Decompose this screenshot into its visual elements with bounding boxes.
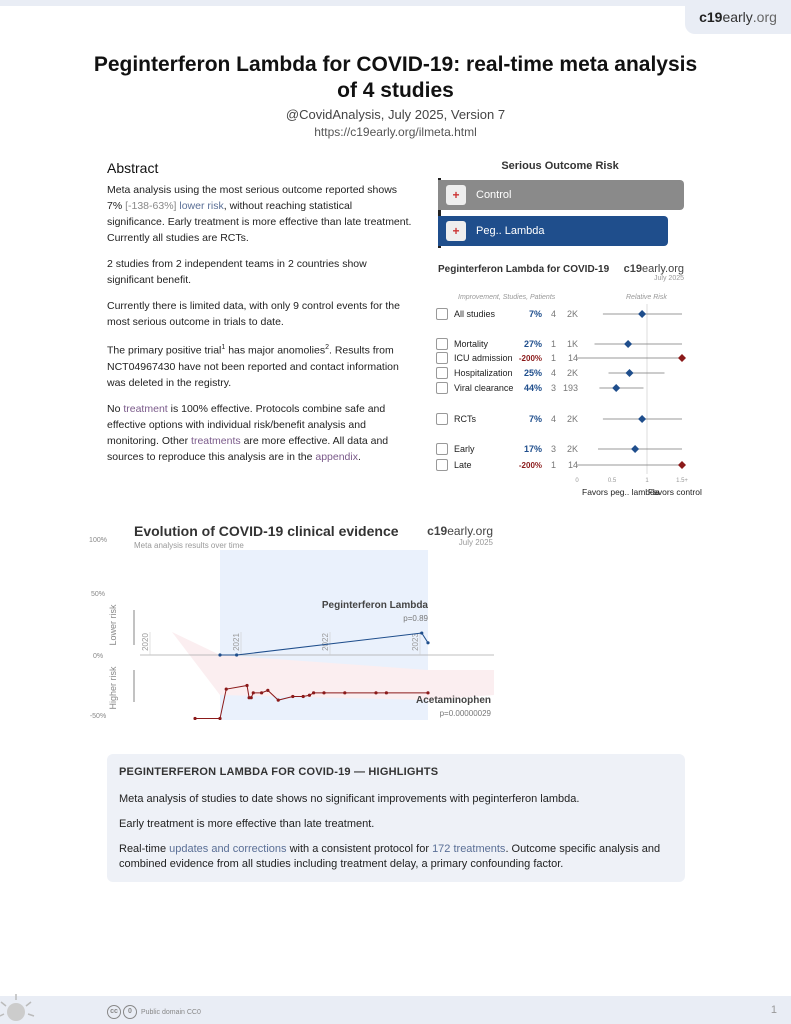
brand-logo[interactable]: c19 early .org <box>685 0 791 34</box>
row-patients: 14 <box>567 353 578 363</box>
ref-point <box>302 695 305 698</box>
evolution-chart <box>0 520 520 750</box>
highlights-p1: Meta analysis of studies to date shows no significant improvements with peginterferon lambda. <box>119 793 580 805</box>
abstract-body <box>107 182 412 475</box>
y-label: 0% <box>92 653 104 660</box>
axis-tick: 1.5+ <box>676 478 688 484</box>
row-name: Mortality <box>454 339 489 349</box>
row-name: Late <box>454 460 472 470</box>
effect-marker <box>624 340 632 348</box>
row-patients: 2K <box>566 444 578 454</box>
lower-risk-link[interactable]: lower risk <box>176 200 224 212</box>
row-studies: 4 <box>550 368 556 378</box>
updates-link[interactable]: updates and corrections <box>169 843 287 855</box>
effect-marker <box>638 310 646 318</box>
year-label: 2020 <box>141 633 150 651</box>
ref-point <box>322 691 325 694</box>
ref-point <box>374 691 377 694</box>
drug-point <box>235 653 238 656</box>
ref-point <box>252 691 255 694</box>
ref-point <box>193 717 196 720</box>
row-improvement: 7% <box>528 414 542 424</box>
abstract-p4: The primary positive trial$^1$ has major anomolies$^2$. Results from NCT04967430 have not been reported and contact information was deleted in the registry. <box>107 344 399 389</box>
ref-point <box>260 691 263 694</box>
row-studies: 3 <box>550 444 556 454</box>
row-studies: 1 <box>550 339 556 349</box>
treatment-risk-bar: + Peg.. Lambda <box>438 216 668 246</box>
ref-point <box>343 691 346 694</box>
license-badge[interactable]: cc 0 Public domain CC0 <box>107 1005 201 1019</box>
drug-label: Peginterferon Lambda <box>321 600 428 611</box>
highlights-p2: Early treatment is more effective than late treatment. <box>119 818 375 830</box>
top-bar <box>0 0 791 6</box>
higher-risk-label: Higher risk <box>108 666 118 710</box>
axis-tick: 0.5 <box>607 478 617 484</box>
row-improvement: -200% <box>518 353 542 363</box>
y-label: -50% <box>89 713 107 720</box>
highlights-p3: Real-time updates and corrections with a consistent protocol for 172 treatments. Outcome specific analysis and combined evidence from all studies including treatment delay, a primary confounding factor. <box>119 843 661 870</box>
abstract-p3: Currently there is limited data, with only 9 control events for the most serious outcome in trials to date. <box>107 300 400 328</box>
hospital-icon: + <box>446 221 466 241</box>
row-patients: 2K <box>566 368 578 378</box>
ref-point <box>266 689 269 692</box>
row-improvement: 7% <box>528 309 542 319</box>
row-name: Viral clearance <box>454 383 514 393</box>
ref-p-value: p=0.00000029 <box>439 709 491 718</box>
effect-marker <box>638 415 646 423</box>
effect-marker <box>612 384 620 392</box>
ref-point <box>308 694 311 697</box>
row-patients: 193 <box>562 383 578 393</box>
axis-tick: 1 <box>645 478 649 484</box>
year-label: 2021 <box>232 633 241 651</box>
ref-point <box>225 688 228 691</box>
byline: @CovidAnalysis, July 2025, Version 7 <box>285 107 506 122</box>
ref-point <box>385 691 388 694</box>
abstract-heading: Abstract <box>107 160 159 176</box>
ref-point <box>312 691 315 694</box>
abstract-p2: 2 studies from 2 independent teams in 2 countries show significant benefit. <box>107 258 367 286</box>
year-label: 2023 <box>411 633 420 651</box>
drug-point <box>420 631 423 634</box>
ref-label: Acetaminophen <box>415 695 491 706</box>
y-label: 100% <box>89 537 107 544</box>
forest-header-right: Relative Risk <box>626 294 667 301</box>
evolution-logo: c19early.org July 2025 <box>427 524 493 547</box>
axis-tick: 0 <box>575 478 579 484</box>
highlights-heading: PEGINTERFERON LAMBDA FOR COVID-19 — HIGHLIGHTS <box>119 766 439 778</box>
row-patients: 2K <box>566 414 578 424</box>
page-number: 1 <box>770 1004 777 1016</box>
row-name: All studies <box>454 309 496 319</box>
ref-point <box>250 696 253 699</box>
drug-p-value: p=0.89 <box>403 614 428 623</box>
effect-marker <box>626 369 634 377</box>
treatments-count-link[interactable]: 172 treatments <box>432 843 506 855</box>
row-studies: 4 <box>550 414 556 424</box>
forest-logo: c19early.org July 2025 <box>623 263 684 282</box>
row-improvement: 44% <box>523 383 542 393</box>
page-url[interactable]: https://c19early.org/ilmeta.html <box>314 125 477 139</box>
ref-point <box>277 699 280 702</box>
ref-point <box>245 684 248 687</box>
serious-outcome-title: Serious Outcome Risk <box>501 160 619 172</box>
null-line <box>646 304 648 474</box>
ref-point <box>291 695 294 698</box>
favors-control-label: Favors control <box>648 487 702 497</box>
row-name: ICU admission <box>454 353 513 363</box>
abstract-p1: Meta analysis using the most serious outcome reported shows 7% [-138-63%] lower risk, without reaching statistical significance. Early treatment is more effective than late treatment. Currently all studies are RCTs. <box>107 184 412 244</box>
ref-point <box>426 691 429 694</box>
treatment-link[interactable]: treatment <box>123 402 168 415</box>
row-improvement: 27% <box>523 339 542 349</box>
cc-icon: cc <box>107 1005 121 1019</box>
forest-svg <box>436 262 690 512</box>
y-label: 50% <box>90 591 106 598</box>
forest-title: Peginterferon Lambda for COVID-19 <box>438 264 610 275</box>
row-improvement: 25% <box>523 368 542 378</box>
favors-treatment-label: Favors peg.. lambda <box>582 487 660 497</box>
appendix-link[interactable]: appendix <box>315 450 358 463</box>
hospital-icon: + <box>446 185 466 205</box>
forest-plot <box>436 262 690 512</box>
drug-point <box>426 641 429 644</box>
drug-point <box>218 653 221 656</box>
row-studies: 3 <box>550 383 556 393</box>
effect-marker <box>678 461 686 469</box>
ref-point <box>218 717 221 720</box>
lower-risk-label: Lower risk <box>108 604 118 646</box>
treatments-link[interactable]: treatments <box>191 434 241 447</box>
row-improvement: 17% <box>523 444 542 454</box>
row-name: Early <box>454 444 475 454</box>
virus-icon <box>0 990 40 1024</box>
page-title: Peginterferon Lambda for COVID-19: real-time meta analysis of 4 studies <box>93 53 698 102</box>
highlights-box <box>107 754 685 882</box>
row-studies: 1 <box>550 353 556 363</box>
control-risk-bar: + Control <box>438 180 684 210</box>
row-patients: 2K <box>566 309 578 319</box>
evolution-title: Evolution of COVID-19 clinical evidence <box>134 523 399 539</box>
row-patients: 14 <box>567 460 578 470</box>
row-studies: 4 <box>550 309 556 319</box>
row-name: Hospitalization <box>454 368 513 378</box>
effect-marker <box>631 445 639 453</box>
forest-header-left: Improvement, Studies, Patients <box>458 294 556 301</box>
year-label: 2022 <box>321 633 330 651</box>
zero-icon: 0 <box>123 1005 137 1019</box>
row-improvement: -200% <box>518 460 542 470</box>
row-name: RCTs <box>454 414 476 424</box>
abstract-p5: No treatment is 100% effective. Protocols combine safe and effective options with individual risk/benefit analysis and monitoring. Other treatments are more effective. All data and sources to reproduce this analysis are in the appendix. <box>107 402 389 463</box>
effect-marker <box>678 354 686 362</box>
row-studies: 1 <box>550 460 556 470</box>
evolution-subtitle: Meta analysis results over time <box>134 541 244 550</box>
row-patients: 1K <box>566 339 578 349</box>
